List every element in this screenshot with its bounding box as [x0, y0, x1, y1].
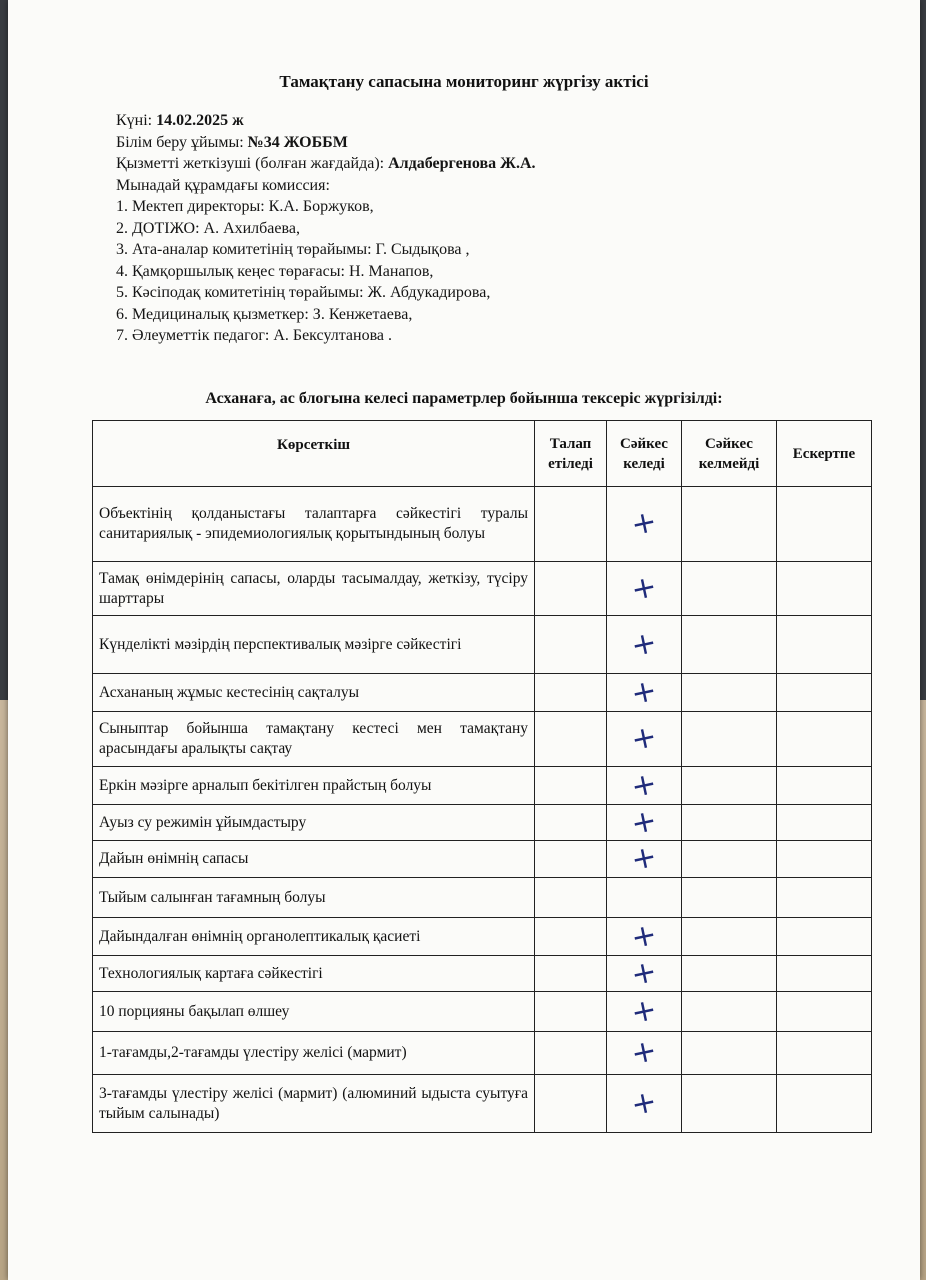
organization-line	[116, 132, 856, 154]
noncompliant-cell	[682, 1032, 777, 1075]
required-cell	[535, 562, 607, 616]
note-cell	[777, 616, 872, 674]
note-cell	[777, 562, 872, 616]
required-cell	[535, 805, 607, 841]
table-header-row	[93, 421, 872, 487]
compliant-cell	[607, 616, 682, 674]
indicator-cell: 10 порцияны бақылап өлшеу	[93, 992, 535, 1032]
check-mark: +	[627, 991, 660, 1031]
noncompliant-cell	[682, 805, 777, 841]
indicator-cell: 1-тағамды,2-тағамды үлестіру желісі (мармит)	[93, 1032, 535, 1075]
compliant-cell	[607, 1075, 682, 1133]
table-row	[93, 956, 872, 992]
commission-member: 7. Әлеуметтік педагог: А. Бексултанова .	[116, 327, 393, 344]
document-page	[8, 0, 920, 1280]
commission-member: 3. Ата-аналар комитетінің төрайымы: Г. Сыдықова ,	[116, 241, 470, 258]
compliant-cell	[607, 878, 682, 918]
note-cell	[777, 674, 872, 712]
inspection-table	[92, 420, 872, 1133]
table-row	[93, 674, 872, 712]
noncompliant-cell	[682, 616, 777, 674]
required-cell	[535, 616, 607, 674]
commission-member: 2. ДОТІЖО: А. Ахилбаева,	[116, 219, 300, 237]
note-cell	[777, 712, 872, 767]
noncompliant-cell	[682, 674, 777, 712]
check-mark: +	[627, 718, 660, 759]
note-cell	[777, 918, 872, 956]
table-row	[93, 878, 872, 918]
compliant-cell	[607, 767, 682, 805]
compliant-cell	[607, 953, 682, 993]
compliant-cell	[607, 674, 682, 712]
required-cell	[535, 841, 607, 878]
check-mark: +	[627, 568, 660, 608]
note-cell	[777, 878, 872, 918]
required-cell	[535, 1032, 607, 1075]
check-mark: +	[627, 503, 660, 544]
document-header	[116, 110, 856, 347]
indicator-cell: Асхананың жұмыс кестесінің сақталуы	[93, 674, 535, 712]
commission-member: 5. Кәсіподақ комитетінің төрайымы: Ж. Абдукадирова,	[116, 284, 491, 301]
commission-member: 6. Медициналық қызметкер: З. Кенжетаева,	[116, 305, 413, 323]
indicator-cell: Дайындалған өнімнің органолептикалық қасиеті	[93, 918, 535, 956]
check-mark: +	[627, 765, 660, 805]
indicator-cell: Тыйым салынған тағамның болуы	[93, 878, 535, 918]
noncompliant-cell	[682, 487, 777, 562]
check-mark: +	[627, 916, 660, 956]
check-mark	[614, 891, 675, 904]
header-noncompliant: Сәйкес келмейді	[682, 421, 777, 487]
table-row	[93, 562, 872, 616]
table-row	[93, 992, 872, 1032]
indicator-cell: Еркін мәзірге арналып бекітілген прайстың болуы	[93, 767, 535, 805]
noncompliant-cell	[682, 992, 777, 1032]
note-cell	[777, 956, 872, 992]
note-cell	[777, 1032, 872, 1075]
required-cell	[535, 674, 607, 712]
header-indicator: Көрсеткіш	[93, 421, 535, 487]
noncompliant-cell	[682, 841, 777, 878]
note-cell	[777, 767, 872, 805]
note-cell	[777, 487, 872, 562]
required-cell	[535, 918, 607, 956]
indicator-cell: Күнделікті мәзірдің перспективалық мәзірге сәйкестігі	[93, 616, 535, 674]
compliant-cell	[607, 992, 682, 1032]
document-title: Тамақтану сапасына мониторинг жүргізу актісі	[279, 72, 649, 91]
indicator-cell: Дайын өнімнің сапасы	[93, 841, 535, 878]
note-cell	[777, 1075, 872, 1133]
compliant-cell	[607, 562, 682, 616]
note-cell	[777, 805, 872, 841]
table-row	[93, 767, 872, 805]
date-value: 14.02.2025 ж	[156, 112, 244, 129]
table-row	[93, 1075, 872, 1133]
noncompliant-cell	[682, 712, 777, 767]
compliant-cell	[607, 487, 682, 562]
date-line	[116, 110, 856, 132]
compliant-cell	[607, 712, 682, 767]
compliant-cell	[607, 838, 682, 879]
inspection-subtitle: Асханаға, ас блогына келесі параметрлер бойынша тексеріс жүргізілді:	[205, 390, 723, 407]
commission-member: 4. Қамқоршылық кеңес төрағасы: Н. Манапов,	[116, 262, 434, 280]
noncompliant-cell	[682, 562, 777, 616]
table-row	[93, 805, 872, 841]
check-mark: +	[627, 672, 660, 712]
table-row	[93, 712, 872, 767]
provider-label: Қызметті жеткізуші (болған жағдайда):	[116, 155, 389, 172]
noncompliant-cell	[682, 956, 777, 992]
required-cell	[535, 712, 607, 767]
indicator-cell: Технологиялық картаға сәйкестігі	[93, 956, 535, 992]
required-cell	[535, 1075, 607, 1133]
required-cell	[535, 992, 607, 1032]
check-mark: +	[627, 802, 660, 842]
organization-label: Білім беру ұйымы:	[116, 133, 248, 151]
note-cell	[777, 841, 872, 878]
table-row	[93, 616, 872, 674]
indicator-cell: Ауыз су режимін ұйымдастыру	[93, 805, 535, 841]
check-mark: +	[627, 838, 660, 879]
noncompliant-cell	[682, 878, 777, 918]
check-mark: +	[627, 953, 660, 993]
table-row	[93, 1032, 872, 1075]
noncompliant-cell	[682, 918, 777, 956]
required-cell	[535, 956, 607, 992]
check-mark: +	[627, 1083, 660, 1123]
indicator-cell: Объектінің қолданыстағы талаптарға сәйкестігі туралы санитариялық - эпидемиологиялық қорытындының болуы	[93, 487, 535, 562]
required-cell	[535, 487, 607, 562]
date-label: Күні:	[116, 112, 157, 129]
required-cell	[535, 767, 607, 805]
header-required: Талап етіледі	[535, 421, 607, 487]
provider-value: Алдабергенова Ж.А.	[388, 155, 536, 172]
note-cell	[777, 992, 872, 1032]
table-row	[93, 841, 872, 878]
compliant-cell	[607, 1032, 682, 1075]
header-compliant: Сәйкес келеді	[607, 421, 682, 487]
check-mark: +	[627, 624, 660, 664]
commission-member: 1. Мектеп директоры: К.А. Боржуков,	[116, 198, 374, 215]
noncompliant-cell	[682, 767, 777, 805]
header-note: Ескертпе	[777, 421, 872, 487]
check-mark: +	[627, 1032, 660, 1073]
provider-line	[116, 153, 856, 175]
organization-value: №34 ЖОББМ	[247, 133, 348, 151]
indicator-cell: Тамақ өнімдерінің сапасы, оларды тасымалдау, жеткізу, түсіру шарттары	[93, 562, 535, 616]
indicator-cell: 3-тағамды үлестіру желісі (мармит) (алюминий ыдыста суытуға тыйым салынады)	[93, 1075, 535, 1133]
table-row	[93, 918, 872, 956]
noncompliant-cell	[682, 1075, 777, 1133]
indicator-cell: Сыныптар бойынша тамақтану кестесі мен тамақтану арасындағы аралықты сақтау	[93, 712, 535, 767]
required-cell	[535, 878, 607, 918]
compliant-cell	[607, 802, 682, 842]
table-row	[93, 487, 872, 562]
commission-intro: Мынадай құрамдағы комиссия:	[116, 176, 330, 194]
compliant-cell	[607, 918, 682, 956]
